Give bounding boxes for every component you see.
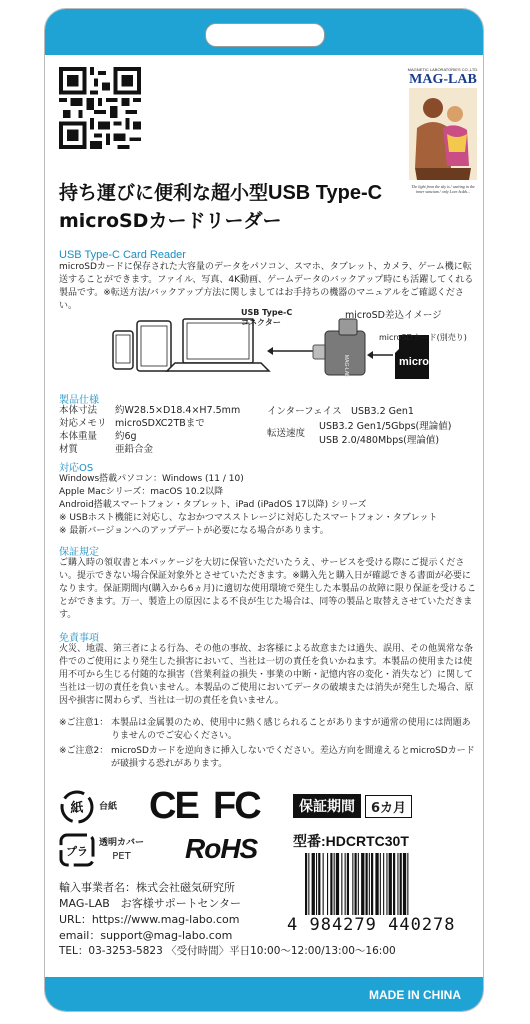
card-text: micro [399,356,429,368]
mag-lab-logo [407,67,479,207]
barcode-bar [407,853,408,915]
warranty-heading: 保証規定 [59,547,99,558]
os-item: ※ 最新バージョンへのアップデートが必要になる場合があります。 [59,526,329,536]
ce-mark: CE [149,785,198,827]
made-in-label: MADE IN CHINA [369,988,461,1002]
barcode-bar [366,853,368,915]
interface-row: インターフェイス USB3.2 Gen1 [267,406,414,417]
warranty-text: ご購入時の領収書と本パッケージを大切に保管いただいたうえ、サービスを受ける際にご提示ください。提示できない場合保証対象外とさせていただきます。※購入先と購入日が確認できる書面が必要になります。保証期間内(購入から6ヵ月)に適切な使用環境で発生した本製品の故障に限り保証を受けることができます。万一、製造上の原因による不良が生じた場合は、同等の製品と取替えさせていただきます。 [59,558,477,620]
barcode-bar [393,853,395,915]
rohs-mark: RoHS [185,833,258,864]
barcode-bar [380,853,381,915]
barcode-bar [312,853,315,915]
barcode-bar [334,853,335,915]
contact-tel: TEL：03-3253-5823 〈受付時間〉平日10:00〜12:00/13:00〜16:00 [59,945,396,957]
svg-text:プラ: プラ [66,845,88,858]
barcode-bar [316,853,317,915]
connector-label-2: コネクター [241,318,281,327]
title-line2: microSDカードリーダー [59,210,282,232]
barcode-bar [352,853,353,915]
spec-row: 本体重量 約6g [59,431,137,442]
os-item: Windows搭載パソコン：Windows (11 / 10) [59,474,244,484]
barcode-bar [323,853,324,915]
os-item: ※ USBホスト機能に対応し、なおかつマスストレージに対応したスマートフォン・タブレット [59,513,438,523]
connector-label-1: USB Type-C [241,308,293,317]
barcode-bar [369,853,370,915]
barcode-bar [358,853,359,915]
pet-label: 透明カバー PET [99,838,145,862]
logo-company-text: MAGNETIC LABORATORIES CO.,LTD. [407,67,479,72]
warranty-period [293,795,412,817]
barcode-bar [336,853,339,915]
subtitle: USB Type-C Card Reader [59,249,186,261]
speed-value-1: USB3.2 Gen1/5Gbps(理論値) [319,421,452,432]
arrow-left-icon [267,347,273,355]
package-card [44,8,484,1012]
barcode-bar [403,853,406,915]
contact-email: email：support@mag-labo.com [59,929,233,942]
logo-brand: MAG-LAB [409,72,477,87]
logo-tagline: The light from the sky is / waiting in the inner sanctum / only Love holds... [411,184,475,194]
speed-label: 転送速度 [267,428,306,439]
specs-table [59,404,240,456]
barcode-digits: 4 984279 440278 [287,915,456,935]
bottom-band [45,977,483,1011]
contact-importer: 輸入事業者名：株式会社磁気研究所 [59,881,235,894]
logo-illustration [407,88,479,180]
barcode-bar [389,853,392,915]
svg-text:紙: 紙 [70,801,84,816]
connector-label [241,308,292,328]
barcode-bar [345,853,346,915]
barcode-bar [375,853,378,915]
spec-row: 材質 亜鉛合金 [59,444,154,455]
hang-hole [205,23,325,47]
barcode-bar [383,853,384,915]
arrow-left-icon-2 [367,351,373,359]
paper-mark [59,789,117,825]
qr-code [59,67,141,149]
note-2: ※ご注意2： microSDカードを逆向きに挿入しないでください。差込方向を間違えるとmicroSDカードが破損する恐れがあります。 [59,746,475,769]
product-title [59,179,382,235]
barcode-bar [318,853,320,915]
barcode-bar [305,853,307,915]
note-1: ※ご注意1： 本製品は金属製のため、使用中に熱く感じられることがありますが通常の使用には問題ありませんのでご安心ください。 [59,718,471,741]
title-jp: 持ち運びに便利な超小型 [59,182,269,204]
fc-mark: FC [213,785,260,827]
paper-recycle-icon [59,789,95,825]
warranty-period-label: 保証期間 [293,794,361,818]
barcode-bar [386,853,387,915]
barcode-bar [371,853,373,915]
contact-support: MAG-LAB お客様サポートセンター [59,897,241,910]
spec-row: 対応メモリ microSDXC2TBまで [59,418,205,429]
spec-row: 本体寸法 約W28.5×D18.4×H7.5mm [59,405,241,416]
card-label: microSDカード(別売り) [379,333,467,342]
insert-label: microSD差込イメージ [345,310,442,321]
plastic-recycle-icon [59,833,95,867]
disclaimer-heading: 免責事項 [59,633,99,644]
speed-value-2: USB 2.0/480Mbps(理論値) [319,435,440,446]
barcode [303,853,473,915]
paper-label: 台紙 [99,801,118,812]
os-item: Apple Macシリーズ：macOS 10.2以降 [59,487,224,497]
svg-text:MAG-LAB: MAG-LAB [343,355,349,378]
pet-mark [59,833,144,867]
warranty-period-value: 6カ月 [365,795,412,818]
os-item: Android搭載スマートフォン・タブレット、iPad (iPadOS 17以降) シリーズ [59,500,367,510]
barcode-bar [341,853,342,915]
barcode-bar [327,853,328,915]
barcode-bar [355,853,357,915]
title-usb: USB Type-C [268,182,383,204]
barcode-bar [361,853,364,915]
specs-heading: 製品仕様 [59,395,99,406]
barcode-bar [347,853,349,915]
barcode-bar [330,853,332,915]
model-number: 型番:HDCRTC30T [293,833,409,849]
barcode-bar [308,853,309,915]
disclaimer-text: 火災、地震、第三者による行為、その他の事故、お客様による故意または過失、誤用、その他異常な条件でのご使用により発生した損害において、当社は一切の責任を負いかねます。本製品の使用または使用不可から生じる付随的な損害（営業利益の損失・事業の中断・記憶内容の変化・消失など）に関して当社は一切の責任を負いません。本製品のご使用においてデータの破壊または消失が発生した場合、原因や損害に関わらず、当社は一切の責任を負いません。 [59,644,474,706]
os-list [59,473,437,538]
barcode-bar [397,853,398,915]
contact-url: URL：https://www.mag-labo.com [59,913,240,926]
intro-text: microSDカードに保存された大容量のデータをパソコン、スマホ、タブレット、カメラ、ゲーム機に転送することができます。ファイル、写真、4K動画、ゲームデータのバックアップ時にも活躍してくれる製品です。※転送方法/バックアップ方法に関しましてはお手持ちの機器のマニュアルをご確認ください。 [59,262,474,311]
os-heading: 対応OS [59,463,94,474]
barcode-bar [400,853,402,915]
